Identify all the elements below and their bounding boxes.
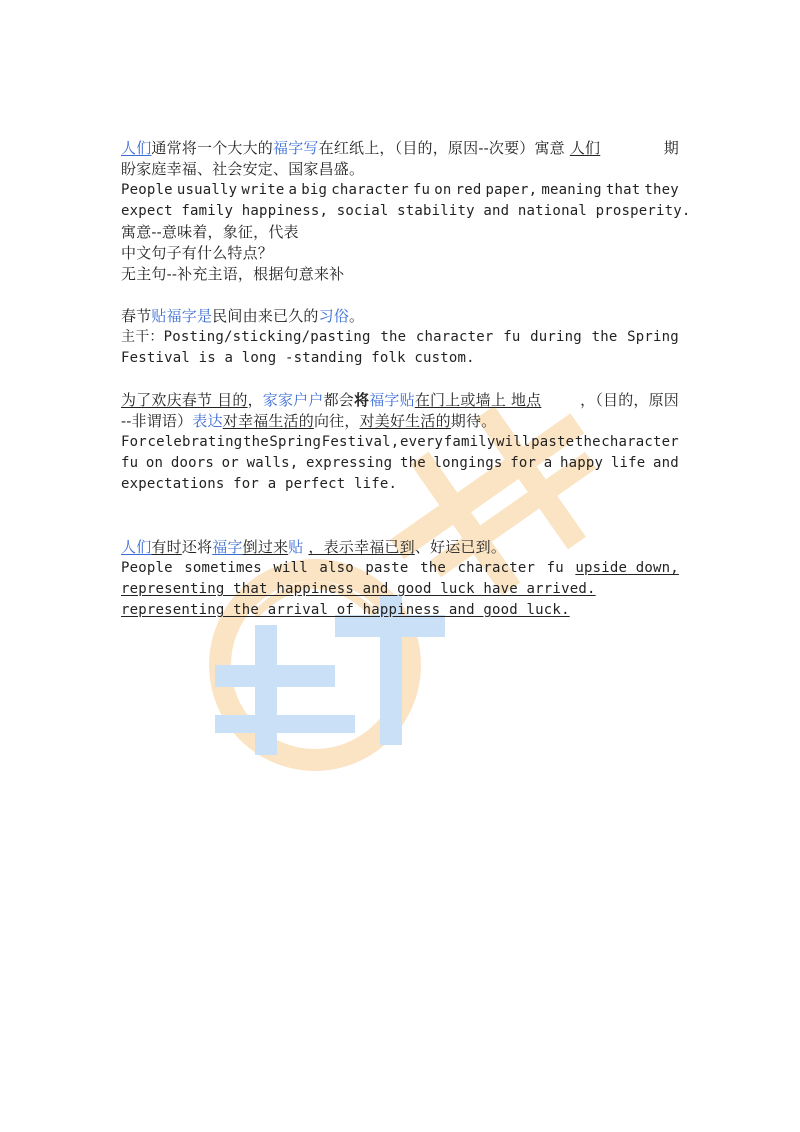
cn-sentence-4: 人们有时还将福字倒过来贴 ，表示幸福已到、好运已到。: [121, 538, 507, 556]
note-question: 中文句子有什么特点？: [121, 244, 274, 262]
en-sentence-3-line-2: fu on doors or walls, expressing the longings for a happy life and: [121, 455, 679, 471]
en-sentence-2-line-1: 主干：Posting/sticking/pasting the character fu during the Spring: [121, 329, 679, 345]
note-subjectless: 无主句--补充主语，根据句意来补: [121, 265, 345, 283]
en-sentence-4-alt: representing the arrival of happiness and good luck.: [121, 602, 570, 618]
en-sentence-4-line-1: People sometimes will also paste the character fu upside down,: [121, 560, 679, 576]
en-sentence-1-line-1: People usually write a big character fu on red paper, meaning that they: [121, 182, 679, 198]
en-sentence-3-line-1: For celebrating the Spring Festival, every family will paste the character: [121, 434, 679, 450]
cn-sentence-1-line-2: 盼家庭幸福、社会安定、国家昌盛。: [121, 160, 365, 178]
subject-people: 人们: [121, 139, 152, 157]
cn-sentence-3-line-1: 为了欢庆春节 目的，家家户户都会将福字贴在门上或墙上 地点 ，（目的，原因: [121, 391, 679, 409]
cn-sentence-3-line-2: --非谓语）表达对幸福生活的向往，对美好生活的期待。: [121, 412, 497, 430]
document-body: [121, 138, 691, 621]
en-sentence-4-line-2: representing that happiness and good luck have arrived.: [121, 581, 596, 597]
en-sentence-2-line-2: Festival is a long -standing folk custom.: [121, 350, 475, 366]
cn-sentence-2: 春节贴福字是民间由来已久的习俗。: [121, 307, 365, 325]
cn-sentence-1-line-1: 人们通常将一个大大的福字写在红纸上，（目的，原因--次要）寓意 人们 期: [121, 139, 679, 157]
en-sentence-1-line-2: expect family happiness, social stability and national prosperity.: [121, 203, 691, 219]
note-meaning: 寓意--意味着，象征，代表: [121, 223, 299, 241]
en-sentence-3-line-3: expectations for a perfect life.: [121, 476, 398, 492]
